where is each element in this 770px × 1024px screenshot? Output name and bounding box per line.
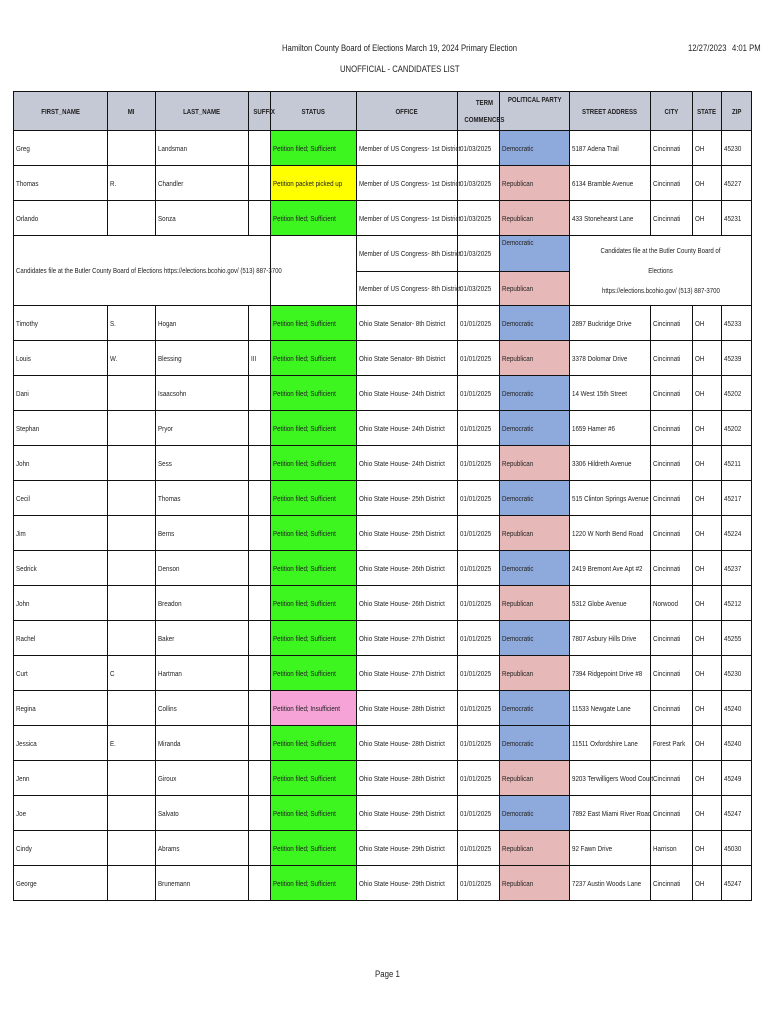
cell-status: Petition filed; Sufficient bbox=[271, 656, 357, 691]
cell-term: 01/03/2025 bbox=[458, 272, 500, 306]
cell-city: Cincinnati bbox=[651, 796, 693, 831]
cell-status: Petition filed; Sufficient bbox=[271, 131, 357, 166]
cell-zip: 45217 bbox=[722, 481, 752, 516]
cell-state: OH bbox=[693, 131, 722, 166]
cell-suffix bbox=[249, 516, 271, 551]
cell-state: OH bbox=[693, 621, 722, 656]
cell-zip: 45202 bbox=[722, 376, 752, 411]
cell-last: Denson bbox=[156, 551, 249, 586]
cell-last: Chandler bbox=[156, 166, 249, 201]
cell-zip: 45237 bbox=[722, 551, 752, 586]
col-header-party: POLITICAL PARTY bbox=[500, 92, 570, 131]
cell-party: Democratic bbox=[500, 411, 570, 446]
cell-street: 9203 Terwilligers Wood Court bbox=[570, 761, 651, 796]
cell-status: Petition filed; Insufficient bbox=[271, 691, 357, 726]
cell-party: Republican bbox=[500, 761, 570, 796]
cell-mi: E. bbox=[108, 726, 156, 761]
butler-note-left: Candidates file at the Butler County Board of Elections https://elections.bcohio.gov/ (513) 887-3700 bbox=[14, 236, 271, 306]
cell-party: Republican bbox=[500, 516, 570, 551]
cell-city: Norwood bbox=[651, 586, 693, 621]
cell-party: Democratic bbox=[500, 621, 570, 656]
cell-last: Brunemann bbox=[156, 866, 249, 901]
cell-office: Ohio State House- 25th District bbox=[357, 481, 458, 516]
cell-first: John bbox=[14, 446, 108, 481]
cell-office: Member of US Congress- 1st District bbox=[357, 201, 458, 236]
col-header-status: STATUS bbox=[271, 92, 357, 131]
cell-state: OH bbox=[693, 341, 722, 376]
cell-city: Cincinnati bbox=[651, 411, 693, 446]
cell-street: 1659 Hamer #6 bbox=[570, 411, 651, 446]
cell-last: Giroux bbox=[156, 761, 249, 796]
cell-city: Harrison bbox=[651, 831, 693, 866]
cell-party: Republican bbox=[500, 272, 570, 306]
cell-party: Democratic bbox=[500, 691, 570, 726]
cell-suffix bbox=[249, 481, 271, 516]
cell-mi bbox=[108, 551, 156, 586]
cell-suffix bbox=[249, 376, 271, 411]
table-row bbox=[14, 726, 752, 761]
cell-status: Petition filed; Sufficient bbox=[271, 796, 357, 831]
cell-state: OH bbox=[693, 551, 722, 586]
cell-mi bbox=[108, 201, 156, 236]
cell-first: Rachel bbox=[14, 621, 108, 656]
cell-status: Petition filed; Sufficient bbox=[271, 726, 357, 761]
col-header-street: STREET ADDRESS bbox=[570, 92, 651, 131]
table-row bbox=[14, 691, 752, 726]
cell-last: Pryor bbox=[156, 411, 249, 446]
cell-last: Miranda bbox=[156, 726, 249, 761]
cell-mi bbox=[108, 621, 156, 656]
cell-zip: 45202 bbox=[722, 411, 752, 446]
cell-city: Cincinnati bbox=[651, 201, 693, 236]
cell-first: John bbox=[14, 586, 108, 621]
cell-term: 01/01/2025 bbox=[458, 796, 500, 831]
cell-suffix bbox=[249, 656, 271, 691]
cell-first: Jessica bbox=[14, 726, 108, 761]
cell-suffix bbox=[249, 551, 271, 586]
cell-city: Cincinnati bbox=[651, 446, 693, 481]
cell-city: Cincinnati bbox=[651, 166, 693, 201]
cell-state: OH bbox=[693, 376, 722, 411]
cell-office: Ohio State House- 25th District bbox=[357, 516, 458, 551]
cell-street: 7807 Asbury Hills Drive bbox=[570, 621, 651, 656]
butler-status-empty bbox=[271, 236, 357, 306]
table-row bbox=[14, 586, 752, 621]
table-row bbox=[14, 341, 752, 376]
cell-suffix bbox=[249, 866, 271, 901]
cell-state: OH bbox=[693, 761, 722, 796]
cell-city: Cincinnati bbox=[651, 341, 693, 376]
cell-street: 5312 Globe Avenue bbox=[570, 586, 651, 621]
cell-mi bbox=[108, 691, 156, 726]
cell-last: Collins bbox=[156, 691, 249, 726]
cell-term: 01/01/2025 bbox=[458, 341, 500, 376]
cell-party: Republican bbox=[500, 656, 570, 691]
col-header-term: TERM COMMENCES bbox=[458, 92, 500, 131]
cell-office: Ohio State House- 26th District bbox=[357, 586, 458, 621]
table-row bbox=[14, 201, 752, 236]
cell-status: Petition filed; Sufficient bbox=[271, 831, 357, 866]
cell-zip: 45240 bbox=[722, 691, 752, 726]
cell-term: 01/01/2025 bbox=[458, 726, 500, 761]
cell-term: 01/01/2025 bbox=[458, 446, 500, 481]
cell-city: Cincinnati bbox=[651, 621, 693, 656]
cell-suffix bbox=[249, 831, 271, 866]
cell-zip: 45247 bbox=[722, 866, 752, 901]
cell-office: Member of US Congress- 8th District bbox=[357, 236, 458, 272]
cell-office: Ohio State House- 28th District bbox=[357, 691, 458, 726]
cell-mi bbox=[108, 586, 156, 621]
cell-last: Sess bbox=[156, 446, 249, 481]
cell-state: OH bbox=[693, 691, 722, 726]
cell-first: Timothy bbox=[14, 306, 108, 341]
cell-state: OH bbox=[693, 656, 722, 691]
cell-mi: C bbox=[108, 656, 156, 691]
butler-note-right: Candidates file at the Butler County Board of Elections https://elections.bcohio.gov/ (513) 887-3700 bbox=[570, 236, 752, 306]
cell-zip: 45212 bbox=[722, 586, 752, 621]
cell-suffix bbox=[249, 306, 271, 341]
cell-state: OH bbox=[693, 831, 722, 866]
cell-office: Ohio State House- 28th District bbox=[357, 726, 458, 761]
cell-term: 01/01/2025 bbox=[458, 376, 500, 411]
cell-first: Cindy bbox=[14, 831, 108, 866]
cell-street: 7394 Ridgepoint Drive #8 bbox=[570, 656, 651, 691]
cell-last: Hogan bbox=[156, 306, 249, 341]
cell-street: 3306 Hildreth Avenue bbox=[570, 446, 651, 481]
cell-office: Ohio State House- 24th District bbox=[357, 376, 458, 411]
table-row bbox=[14, 621, 752, 656]
cell-term: 01/03/2025 bbox=[458, 131, 500, 166]
cell-zip: 45230 bbox=[722, 131, 752, 166]
cell-status: Petition packet picked up bbox=[271, 166, 357, 201]
cell-state: OH bbox=[693, 796, 722, 831]
cell-party: Democratic bbox=[500, 796, 570, 831]
cell-zip: 45247 bbox=[722, 796, 752, 831]
cell-last: Thomas bbox=[156, 481, 249, 516]
cell-first: Cecil bbox=[14, 481, 108, 516]
cell-term: 01/01/2025 bbox=[458, 866, 500, 901]
cell-suffix: III bbox=[249, 341, 271, 376]
cell-mi: S. bbox=[108, 306, 156, 341]
table-row bbox=[14, 376, 752, 411]
col-header-office: OFFICE bbox=[357, 92, 458, 131]
cell-term: 01/01/2025 bbox=[458, 691, 500, 726]
cell-mi: W. bbox=[108, 341, 156, 376]
cell-office: Member of US Congress- 8th District bbox=[357, 272, 458, 306]
cell-zip: 45255 bbox=[722, 621, 752, 656]
cell-term: 01/01/2025 bbox=[458, 481, 500, 516]
cell-term: 01/01/2025 bbox=[458, 306, 500, 341]
cell-suffix bbox=[249, 796, 271, 831]
table-row bbox=[14, 481, 752, 516]
cell-street: 3378 Dolomar Drive bbox=[570, 341, 651, 376]
cell-status: Petition filed; Sufficient bbox=[271, 481, 357, 516]
cell-first: Greg bbox=[14, 131, 108, 166]
cell-state: OH bbox=[693, 411, 722, 446]
table-body-main bbox=[14, 306, 752, 901]
cell-last: Baker bbox=[156, 621, 249, 656]
table-row bbox=[14, 236, 752, 272]
cell-first: George bbox=[14, 866, 108, 901]
cell-term: 01/03/2025 bbox=[458, 236, 500, 272]
cell-term: 01/01/2025 bbox=[458, 656, 500, 691]
cell-street: 14 West 15th Street bbox=[570, 376, 651, 411]
cell-status: Petition filed; Sufficient bbox=[271, 866, 357, 901]
cell-office: Ohio State Senator- 8th District bbox=[357, 341, 458, 376]
cell-city: Cincinnati bbox=[651, 376, 693, 411]
cell-zip: 45240 bbox=[722, 726, 752, 761]
cell-street: 7892 East Miami River Road bbox=[570, 796, 651, 831]
col-header-state: STATE bbox=[693, 92, 722, 131]
cell-party: Democratic bbox=[500, 306, 570, 341]
table-row bbox=[14, 516, 752, 551]
cell-last: Isaacsohn bbox=[156, 376, 249, 411]
cell-city: Cincinnati bbox=[651, 551, 693, 586]
cell-city: Forest Park bbox=[651, 726, 693, 761]
cell-office: Member of US Congress- 1st District bbox=[357, 131, 458, 166]
cell-term: 01/03/2025 bbox=[458, 166, 500, 201]
cell-party: Democratic bbox=[500, 481, 570, 516]
cell-state: OH bbox=[693, 306, 722, 341]
cell-suffix bbox=[249, 201, 271, 236]
table-row bbox=[14, 796, 752, 831]
cell-zip: 45233 bbox=[722, 306, 752, 341]
cell-first: Jenn bbox=[14, 761, 108, 796]
cell-state: OH bbox=[693, 866, 722, 901]
cell-street: 11511 Oxfordshire Lane bbox=[570, 726, 651, 761]
cell-zip: 45211 bbox=[722, 446, 752, 481]
cell-suffix bbox=[249, 166, 271, 201]
cell-first: Sedrick bbox=[14, 551, 108, 586]
col-header-city: CITY bbox=[651, 92, 693, 131]
cell-office: Ohio State House- 29th District bbox=[357, 866, 458, 901]
cell-status: Petition filed; Sufficient bbox=[271, 586, 357, 621]
cell-last: Blessing bbox=[156, 341, 249, 376]
cell-mi bbox=[108, 131, 156, 166]
cell-street: 2419 Bremont Ave Apt #2 bbox=[570, 551, 651, 586]
table-row bbox=[14, 551, 752, 586]
candidates-table bbox=[13, 91, 752, 901]
cell-city: Cincinnati bbox=[651, 481, 693, 516]
cell-suffix bbox=[249, 411, 271, 446]
cell-city: Cincinnati bbox=[651, 656, 693, 691]
cell-mi bbox=[108, 446, 156, 481]
report-title: Hamilton County Board of Elections March 19, 2024 Primary Election bbox=[282, 42, 518, 53]
cell-office: Ohio State House- 27th District bbox=[357, 656, 458, 691]
cell-status: Petition filed; Sufficient bbox=[271, 341, 357, 376]
cell-zip: 45239 bbox=[722, 341, 752, 376]
cell-last: Berns bbox=[156, 516, 249, 551]
cell-suffix bbox=[249, 446, 271, 481]
cell-state: OH bbox=[693, 516, 722, 551]
report-time: 4:01 PM bbox=[732, 42, 761, 53]
cell-status: Petition filed; Sufficient bbox=[271, 761, 357, 796]
report-date: 12/27/2023 bbox=[688, 42, 727, 53]
cell-mi bbox=[108, 831, 156, 866]
cell-status: Petition filed; Sufficient bbox=[271, 551, 357, 586]
table-row bbox=[14, 306, 752, 341]
cell-last: Hartman bbox=[156, 656, 249, 691]
cell-term: 01/01/2025 bbox=[458, 516, 500, 551]
cell-first: Regina bbox=[14, 691, 108, 726]
table-row bbox=[14, 761, 752, 796]
col-header-last-name: LAST_NAME bbox=[156, 92, 249, 131]
cell-suffix bbox=[249, 621, 271, 656]
cell-state: OH bbox=[693, 586, 722, 621]
cell-party: Democratic bbox=[500, 551, 570, 586]
cell-first: Thomas bbox=[14, 166, 108, 201]
cell-last: Abrams bbox=[156, 831, 249, 866]
cell-city: Cincinnati bbox=[651, 131, 693, 166]
cell-street: 2897 Buckridge Drive bbox=[570, 306, 651, 341]
table-row bbox=[14, 131, 752, 166]
cell-mi bbox=[108, 376, 156, 411]
cell-term: 01/01/2025 bbox=[458, 551, 500, 586]
col-header-zip: ZIP bbox=[722, 92, 752, 131]
cell-street: 6134 Bramble Avenue bbox=[570, 166, 651, 201]
cell-status: Petition filed; Sufficient bbox=[271, 516, 357, 551]
col-header-mi: MI bbox=[108, 92, 156, 131]
cell-street: 7237 Austin Woods Lane bbox=[570, 866, 651, 901]
cell-city: Cincinnati bbox=[651, 866, 693, 901]
cell-term: 01/01/2025 bbox=[458, 411, 500, 446]
cell-mi bbox=[108, 516, 156, 551]
cell-first: Louis bbox=[14, 341, 108, 376]
cell-term: 01/01/2025 bbox=[458, 586, 500, 621]
cell-zip: 45249 bbox=[722, 761, 752, 796]
table-row bbox=[14, 411, 752, 446]
table-body-top bbox=[14, 131, 752, 236]
cell-party: Republican bbox=[500, 341, 570, 376]
cell-party: Republican bbox=[500, 831, 570, 866]
cell-mi bbox=[108, 866, 156, 901]
col-header-suffix: SUFFIX bbox=[249, 92, 271, 131]
cell-status: Petition filed; Sufficient bbox=[271, 306, 357, 341]
cell-city: Cincinnati bbox=[651, 516, 693, 551]
cell-suffix bbox=[249, 761, 271, 796]
cell-term: 01/01/2025 bbox=[458, 831, 500, 866]
cell-first: Orlando bbox=[14, 201, 108, 236]
cell-zip: 45231 bbox=[722, 201, 752, 236]
page-number: Page 1 bbox=[375, 969, 400, 980]
cell-office: Ohio State House- 24th District bbox=[357, 446, 458, 481]
cell-state: OH bbox=[693, 481, 722, 516]
cell-street: 1220 W North Bend Road bbox=[570, 516, 651, 551]
cell-city: Cincinnati bbox=[651, 691, 693, 726]
cell-state: OH bbox=[693, 446, 722, 481]
cell-last: Salvato bbox=[156, 796, 249, 831]
cell-term: 01/01/2025 bbox=[458, 621, 500, 656]
cell-suffix bbox=[249, 586, 271, 621]
table-row bbox=[14, 866, 752, 901]
cell-first: Dani bbox=[14, 376, 108, 411]
cell-zip: 45227 bbox=[722, 166, 752, 201]
cell-term: 01/03/2025 bbox=[458, 201, 500, 236]
cell-state: OH bbox=[693, 726, 722, 761]
cell-suffix bbox=[249, 726, 271, 761]
cell-zip: 45230 bbox=[722, 656, 752, 691]
cell-party: Democratic bbox=[500, 131, 570, 166]
cell-state: OH bbox=[693, 201, 722, 236]
cell-party: Democratic bbox=[500, 726, 570, 761]
cell-first: Stephan bbox=[14, 411, 108, 446]
cell-party: Republican bbox=[500, 166, 570, 201]
cell-status: Petition filed; Sufficient bbox=[271, 446, 357, 481]
cell-party: Republican bbox=[500, 201, 570, 236]
cell-office: Ohio State House- 26th District bbox=[357, 551, 458, 586]
cell-last: Breadon bbox=[156, 586, 249, 621]
cell-office: Ohio State House- 29th District bbox=[357, 796, 458, 831]
cell-mi bbox=[108, 481, 156, 516]
cell-office: Ohio State House- 28th District bbox=[357, 761, 458, 796]
butler-section bbox=[14, 236, 752, 306]
cell-zip: 45224 bbox=[722, 516, 752, 551]
cell-status: Petition filed; Sufficient bbox=[271, 201, 357, 236]
cell-office: Ohio State House- 27th District bbox=[357, 621, 458, 656]
cell-last: Landsman bbox=[156, 131, 249, 166]
col-header-first-name: FIRST_NAME bbox=[14, 92, 108, 131]
cell-mi bbox=[108, 796, 156, 831]
cell-city: Cincinnati bbox=[651, 306, 693, 341]
cell-mi: R. bbox=[108, 166, 156, 201]
cell-suffix bbox=[249, 691, 271, 726]
cell-first: Jim bbox=[14, 516, 108, 551]
cell-first: Curt bbox=[14, 656, 108, 691]
cell-status: Petition filed; Sufficient bbox=[271, 411, 357, 446]
cell-street: 11533 Newgate Lane bbox=[570, 691, 651, 726]
table-row bbox=[14, 446, 752, 481]
cell-term: 01/01/2025 bbox=[458, 761, 500, 796]
cell-zip: 45030 bbox=[722, 831, 752, 866]
cell-first: Joe bbox=[14, 796, 108, 831]
table-row bbox=[14, 831, 752, 866]
report-subtitle: UNOFFICIAL - CANDIDATES LIST bbox=[340, 63, 460, 74]
table-header-row bbox=[14, 92, 752, 131]
cell-office: Ohio State House- 24th District bbox=[357, 411, 458, 446]
table-row bbox=[14, 166, 752, 201]
cell-office: Member of US Congress- 1st District bbox=[357, 166, 458, 201]
cell-office: Ohio State House- 29th District bbox=[357, 831, 458, 866]
cell-street: 5187 Adena Trail bbox=[570, 131, 651, 166]
cell-party: Democratic bbox=[500, 236, 570, 272]
cell-status: Petition filed; Sufficient bbox=[271, 376, 357, 411]
cell-mi bbox=[108, 761, 156, 796]
cell-party: Republican bbox=[500, 866, 570, 901]
cell-street: 433 Stonehearst Lane bbox=[570, 201, 651, 236]
cell-street: 92 Fawn Drive bbox=[570, 831, 651, 866]
cell-city: Cincinnati bbox=[651, 761, 693, 796]
cell-state: OH bbox=[693, 166, 722, 201]
table-row bbox=[14, 656, 752, 691]
cell-status: Petition filed; Sufficient bbox=[271, 621, 357, 656]
cell-party: Democratic bbox=[500, 376, 570, 411]
cell-office: Ohio State Senator- 8th District bbox=[357, 306, 458, 341]
cell-last: Sonza bbox=[156, 201, 249, 236]
cell-mi bbox=[108, 411, 156, 446]
cell-party: Republican bbox=[500, 586, 570, 621]
cell-suffix bbox=[249, 131, 271, 166]
cell-street: 515 Clinton Springs Avenue bbox=[570, 481, 651, 516]
cell-party: Republican bbox=[500, 446, 570, 481]
